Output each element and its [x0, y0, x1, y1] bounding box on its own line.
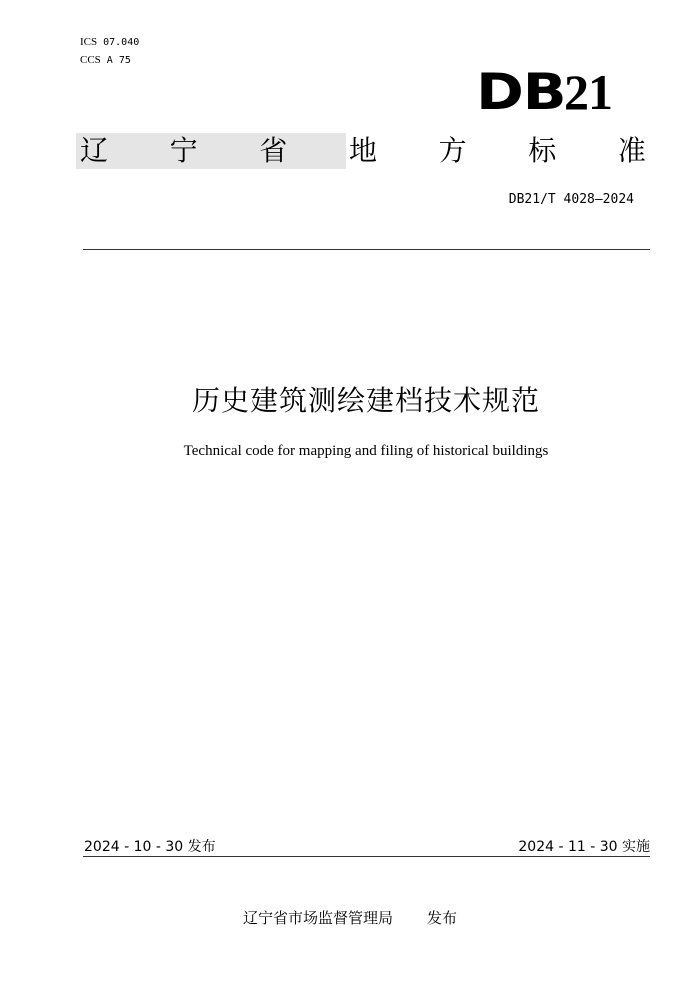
authority-char: 宁: [169, 134, 198, 167]
standard-authority-heading: [76, 133, 650, 169]
standard-number: DB21/T 4028—2024: [508, 192, 634, 207]
ccs-label: CCS: [80, 54, 101, 66]
top-divider: [83, 249, 650, 250]
document-title-english: Technical code for mapping and filing of historical buildings: [183, 443, 549, 459]
ics-label: ICS: [80, 36, 98, 48]
ccs-code: A 75: [106, 55, 131, 66]
authority-char: 准: [617, 134, 646, 167]
authority-char: 辽: [79, 134, 108, 167]
authority-char: 标: [528, 134, 557, 167]
authority-char: 方: [438, 134, 467, 167]
bottom-divider: [83, 856, 650, 857]
issuer-name: 辽宁省市场监督管理局: [243, 909, 394, 927]
ccs-classification: [80, 53, 131, 68]
ics-classification: [80, 35, 139, 50]
logo-letters: DB: [476, 63, 566, 121]
issuing-authority: [243, 908, 457, 928]
logo-number: 21: [564, 64, 612, 120]
issuer-action: 发布: [427, 909, 458, 927]
ics-code: 07.040: [103, 37, 140, 48]
document-title-chinese: 历史建筑测绘建档技术规范: [191, 384, 540, 417]
authority-char: 省: [259, 134, 288, 167]
authority-char: 地: [348, 134, 377, 167]
db21-logo: [476, 62, 612, 122]
implementation-date: 2024 - 11 - 30 实施: [518, 839, 650, 855]
issue-date: 2024 - 10 - 30 发布: [84, 839, 216, 855]
heading-highlight: [76, 133, 346, 169]
